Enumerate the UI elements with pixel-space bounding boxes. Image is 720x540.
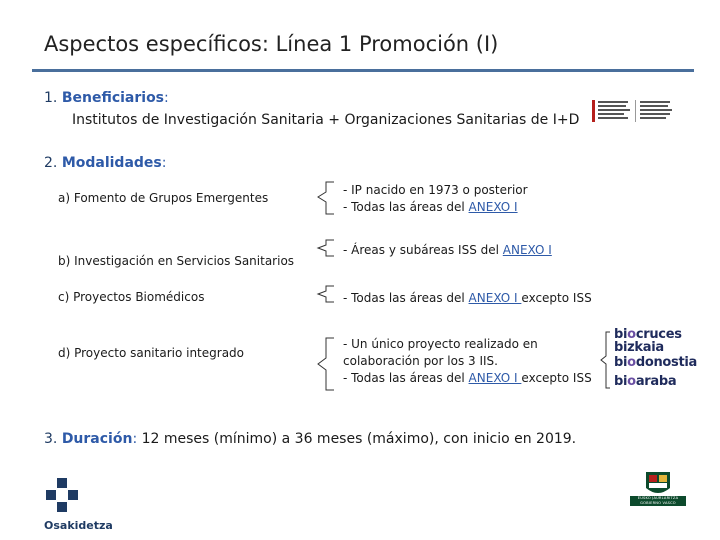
desc-line: - Un único proyecto realizado en	[343, 337, 538, 351]
section-heading: Duración	[61, 431, 133, 447]
section-number: 1.	[44, 90, 58, 106]
modality-desc-a	[343, 182, 528, 216]
bioaraba-logo: bioaraba	[614, 374, 677, 389]
ministry-logo	[592, 98, 692, 128]
gobierno-vasco-label: EUSKO JAURLARITZA GOBIERNO VASCO	[630, 496, 686, 506]
modality-desc-c	[343, 290, 592, 307]
desc-line: colaboración por los 3 IIS.	[343, 354, 498, 368]
beneficiarios-text: Institutos de Investigación Sanitaria + Organizaciones Sanitarias de I+D	[72, 112, 580, 128]
desc-line: - Todas las áreas del ANEXO I excepto ISS	[343, 291, 592, 305]
modality-desc-d	[343, 336, 592, 387]
duracion-text: 12 meses (mínimo) a 36 meses (máximo), con inicio en 2019.	[137, 431, 577, 447]
anexo-link[interactable]: ANEXO I	[502, 243, 552, 257]
title-divider	[32, 69, 694, 72]
modality-label-b: b) Investigación en Servicios Sanitarios	[58, 254, 295, 268]
section-number: 3.	[44, 431, 58, 447]
biodonostia-logo: biodonostia	[614, 355, 698, 370]
section-modalidades	[44, 155, 166, 171]
desc-line: - IP nacido en 1973 o posterior	[343, 183, 528, 197]
desc-line: - Todas las áreas del ANEXO I excepto ISS	[343, 371, 592, 385]
brace-d	[314, 336, 338, 392]
desc-line: - Todas las áreas del ANEXO I	[343, 200, 518, 214]
section-heading: Modalidades	[61, 155, 162, 171]
anexo-link[interactable]: ANEXO I	[468, 200, 518, 214]
osakidetza-logo-icon	[44, 478, 80, 516]
modality-desc-b	[343, 242, 552, 259]
section-colon: :	[132, 431, 138, 447]
section-beneficiarios	[44, 90, 169, 106]
section-colon: :	[164, 90, 169, 106]
anexo-link[interactable]: ANEXO I	[468, 291, 522, 305]
gobierno-vasco-shield-icon	[630, 470, 686, 498]
brace-a	[314, 180, 338, 216]
desc-line: - Áreas y subáreas ISS del ANEXO I	[343, 243, 552, 257]
ministry-logo-graphic	[592, 98, 692, 124]
brace-c	[314, 284, 338, 304]
section-heading: Beneficiarios	[61, 90, 165, 106]
biocruces-bizkaia-logo: biocruces bizkaia	[614, 327, 682, 355]
page-title: Aspectos específicos: Línea 1 Promoción (I)	[44, 32, 499, 56]
brace-b	[314, 238, 338, 258]
modality-label-c: c) Proyectos Biomédicos	[58, 290, 205, 304]
modality-label-d: d) Proyecto sanitario integrado	[58, 346, 245, 360]
brace-bio-logos	[598, 330, 614, 390]
section-duracion	[44, 431, 576, 447]
osakidetza-logo-text: Osakidetza	[44, 519, 113, 532]
section-colon: :	[161, 155, 167, 171]
modality-label-a: a) Fomento de Grupos Emergentes	[58, 191, 269, 205]
anexo-link[interactable]: ANEXO I	[468, 371, 522, 385]
section-number: 2.	[44, 155, 58, 171]
